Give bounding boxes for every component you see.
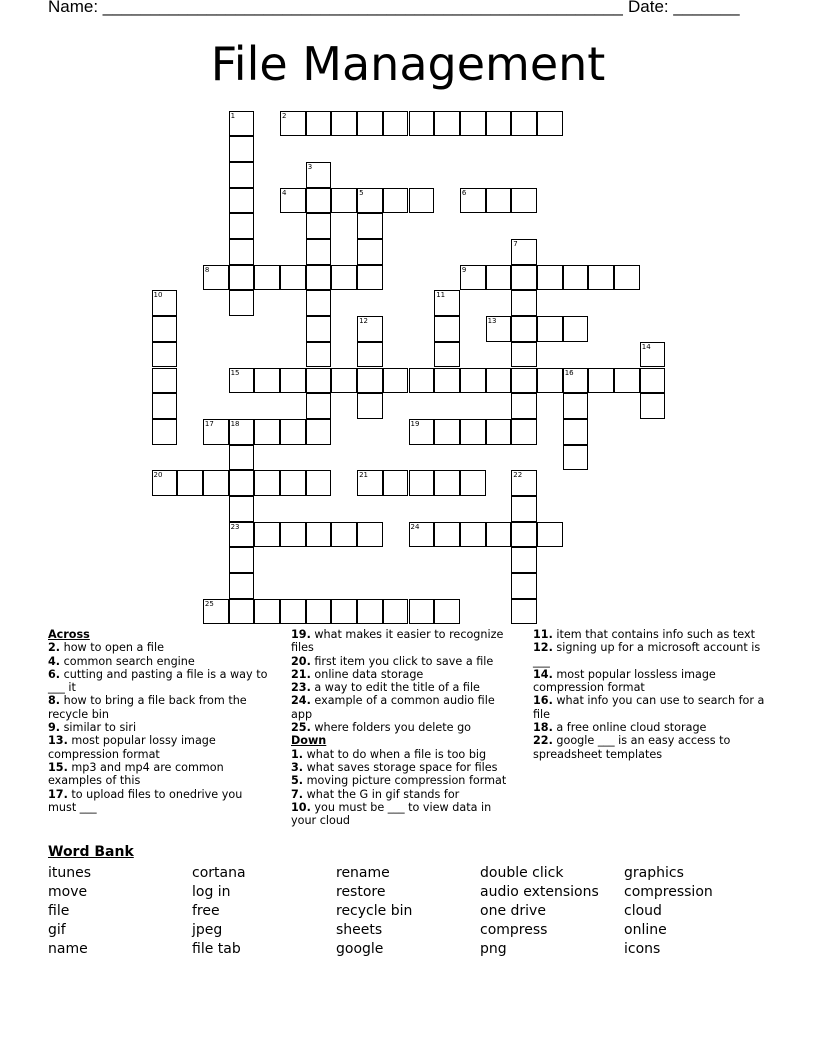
grid-cell[interactable] (383, 368, 409, 394)
clue-text: to upload files to onedrive you must ___ (48, 787, 243, 814)
grid-cell[interactable] (229, 599, 255, 625)
grid-cell[interactable] (229, 368, 255, 394)
grid-cell[interactable] (486, 419, 512, 445)
grid-cell[interactable] (280, 470, 306, 496)
clue-number: 23. (291, 681, 311, 695)
clue-text: what info you can use to search for a file (533, 694, 765, 721)
clue-text: similar to siri (60, 721, 137, 735)
grid-cell[interactable] (229, 573, 255, 599)
grid-cell[interactable] (229, 136, 255, 162)
clue (48, 641, 273, 654)
clue-number: 21 (359, 471, 369, 480)
grid-cell[interactable] (357, 470, 383, 496)
clue-number: 4 (282, 188, 287, 197)
clue-text: a free online cloud storage (552, 721, 707, 735)
grid-cell[interactable] (640, 393, 666, 419)
clue-number: 1. (291, 747, 304, 761)
clue-column-1 (48, 628, 273, 814)
grid-cell[interactable] (563, 265, 589, 291)
word-bank-word: log in (192, 884, 231, 900)
grid-cell[interactable] (383, 599, 409, 625)
down-heading: Down (291, 734, 327, 748)
grid-cell[interactable] (229, 547, 255, 573)
clue (291, 628, 516, 655)
grid-cell[interactable] (640, 368, 666, 394)
grid-cell[interactable] (357, 522, 383, 548)
grid-cell[interactable] (306, 162, 332, 188)
clue-number: 3. (291, 760, 304, 774)
grid-cell[interactable] (537, 265, 563, 291)
clue-number: 13. (48, 734, 68, 748)
grid-cell[interactable] (280, 111, 306, 137)
grid-cell[interactable] (563, 419, 589, 445)
clue-number: 18 (230, 419, 240, 428)
clue-number: 20 (153, 471, 163, 480)
grid-cell[interactable] (306, 290, 332, 316)
clue-text: signing up for a microsoft account is ___ (533, 641, 761, 668)
grid-cell[interactable] (203, 265, 229, 291)
grid-cell[interactable] (229, 188, 255, 214)
grid-cell[interactable] (409, 419, 435, 445)
grid-cell[interactable] (486, 368, 512, 394)
grid-cell[interactable] (537, 316, 563, 342)
down-clue-list-continued (533, 628, 765, 761)
grid-cell[interactable] (434, 342, 460, 368)
grid-cell[interactable] (511, 547, 537, 573)
grid-cell[interactable] (588, 368, 614, 394)
grid-cell[interactable] (229, 239, 255, 265)
grid-cell[interactable] (434, 419, 460, 445)
grid-cell[interactable] (511, 419, 537, 445)
clue (291, 748, 516, 761)
grid-cell[interactable] (229, 265, 255, 291)
grid-cell[interactable] (383, 111, 409, 137)
grid-cell[interactable] (486, 111, 512, 137)
grid-cell[interactable] (306, 393, 332, 419)
clue-number: 8 (204, 265, 210, 274)
word-bank-title: Word Bank (48, 844, 134, 860)
grid-cell[interactable] (152, 342, 178, 368)
clue-number: 22. (533, 734, 553, 748)
clue-text: common search engine (60, 654, 195, 668)
word-bank-word: compression (624, 884, 713, 900)
word-bank-word: name (48, 941, 88, 957)
word-bank-word: file tab (192, 941, 241, 957)
grid-cell[interactable] (511, 342, 537, 368)
grid-cell[interactable] (434, 599, 460, 625)
grid-cell[interactable] (537, 111, 563, 137)
grid-cell[interactable] (486, 316, 512, 342)
word-bank-column (336, 864, 412, 959)
grid-cell[interactable] (306, 368, 332, 394)
grid-cell[interactable] (357, 316, 383, 342)
clue-number: 8. (48, 694, 61, 708)
grid-cell[interactable] (357, 342, 383, 368)
grid-cell[interactable] (537, 522, 563, 548)
clue-number: 17. (48, 787, 68, 801)
clue-text: moving picture compression format (303, 774, 507, 788)
word-bank-word: double click (480, 865, 564, 881)
clue-number: 12. (533, 641, 553, 655)
clue-number: 14. (533, 667, 553, 681)
grid-cell[interactable] (203, 470, 229, 496)
grid-cell[interactable] (511, 239, 537, 265)
clue-text: most popular lossy image compression format (48, 734, 216, 761)
word-bank-word: sheets (336, 922, 383, 938)
grid-cell[interactable] (511, 316, 537, 342)
grid-cell[interactable] (537, 368, 563, 394)
clue (291, 655, 516, 668)
clue-number: 25. (291, 721, 311, 735)
grid-cell[interactable] (383, 470, 409, 496)
grid-cell[interactable] (460, 368, 486, 394)
grid-cell[interactable] (306, 470, 332, 496)
grid-cell[interactable] (152, 470, 178, 496)
grid-cell[interactable] (280, 522, 306, 548)
clue-text: where folders you delete go (310, 721, 472, 735)
word-bank-word: audio extensions (480, 884, 599, 900)
clue-column-3 (533, 628, 765, 761)
clue-number: 22 (513, 471, 523, 480)
grid-cell[interactable] (460, 188, 486, 214)
word-bank-word: online (624, 922, 667, 938)
grid-cell[interactable] (409, 368, 435, 394)
grid-cell[interactable] (511, 573, 537, 599)
clue-text: first item you click to save a file (310, 654, 494, 668)
word-bank-word: cortana (192, 865, 246, 881)
word-bank-word: icons (624, 941, 661, 957)
clue (533, 734, 765, 761)
across-clue-list (48, 641, 273, 814)
clue-text: how to open a file (60, 641, 164, 655)
clue-number: 11 (436, 291, 446, 300)
clue-text: item that contains info such as text (552, 628, 755, 641)
clue (291, 721, 516, 734)
word-bank-column (480, 864, 599, 959)
clue-number: 20. (291, 654, 311, 668)
clue (48, 734, 273, 761)
grid-cell[interactable] (152, 368, 178, 394)
grid-cell[interactable] (254, 522, 280, 548)
grid-cell[interactable] (229, 419, 255, 445)
grid-cell[interactable] (357, 111, 383, 137)
grid-cell[interactable] (229, 162, 255, 188)
grid-cell[interactable] (434, 522, 460, 548)
grid-cell[interactable] (511, 496, 537, 522)
grid-cell[interactable] (434, 368, 460, 394)
grid-cell[interactable] (306, 265, 332, 291)
grid-cell[interactable] (511, 290, 537, 316)
clue-number: 6. (48, 667, 61, 681)
grid-cell[interactable] (306, 316, 332, 342)
clue (48, 694, 273, 721)
grid-cell[interactable] (357, 599, 383, 625)
clue-text: most popular lossless image compression format (533, 667, 716, 695)
grid-cell[interactable] (434, 290, 460, 316)
word-bank-word: compress (480, 922, 548, 938)
grid-cell[interactable] (280, 188, 306, 214)
clue-text: google ___ is an easy access to spreadsheet templates (533, 734, 731, 761)
grid-cell[interactable] (280, 599, 306, 625)
clue-number: 25 (204, 599, 214, 608)
grid-cell[interactable] (357, 188, 383, 214)
word-bank-word: rename (336, 865, 390, 881)
grid-cell[interactable] (434, 470, 460, 496)
grid-cell[interactable] (409, 599, 435, 625)
grid-cell[interactable] (357, 213, 383, 239)
grid-cell[interactable] (280, 368, 306, 394)
date-field[interactable]: Date: _______ (628, 0, 740, 16)
grid-cell[interactable] (306, 188, 332, 214)
grid-cell[interactable] (486, 188, 512, 214)
grid-cell[interactable] (229, 213, 255, 239)
grid-cell[interactable] (486, 265, 512, 291)
clue-number: 24 (410, 522, 420, 531)
grid-cell[interactable] (306, 111, 332, 137)
down-clue-list (291, 748, 516, 828)
word-bank-word: cloud (624, 903, 662, 919)
clue-number: 9. (48, 721, 61, 735)
grid-cell[interactable] (331, 111, 357, 137)
clue (291, 788, 516, 801)
clue-text: what the G in gif stands for (303, 787, 460, 801)
grid-cell[interactable] (409, 188, 435, 214)
clue-text: what saves storage space for files (303, 760, 498, 774)
grid-cell[interactable] (280, 419, 306, 445)
clue-number: 14 (641, 342, 651, 351)
grid-cell[interactable] (409, 522, 435, 548)
grid-cell[interactable] (511, 522, 537, 548)
clue-number: 10. (291, 800, 311, 814)
word-bank-word: jpeg (192, 922, 223, 938)
clue-number: 3 (307, 162, 313, 171)
clue-number: 10 (153, 291, 163, 300)
grid-cell[interactable] (306, 522, 332, 548)
grid-cell[interactable] (460, 470, 486, 496)
grid-cell[interactable] (614, 368, 640, 394)
clue-number: 2. (48, 641, 61, 655)
grid-cell[interactable] (203, 419, 229, 445)
clue-number: 1 (230, 111, 236, 120)
clue (291, 774, 516, 787)
word-bank-word: png (480, 941, 507, 957)
grid-cell[interactable] (511, 393, 537, 419)
grid-cell[interactable] (229, 290, 255, 316)
clue-number: 17 (204, 419, 214, 428)
clue-text: online data storage (310, 667, 424, 681)
word-bank-column (624, 864, 713, 959)
word-bank-word: google (336, 941, 384, 957)
clue (533, 694, 765, 721)
clue-number: 16 (564, 368, 574, 377)
grid-cell[interactable] (460, 111, 486, 137)
clue (291, 681, 516, 694)
grid-cell[interactable] (152, 316, 178, 342)
grid-cell[interactable] (563, 316, 589, 342)
clue-number: 7. (291, 787, 304, 801)
grid-cell[interactable] (460, 419, 486, 445)
grid-cell[interactable] (511, 265, 537, 291)
clue-number: 21. (291, 667, 311, 681)
clue-number: 19. (291, 628, 311, 641)
clue-number: 2 (282, 111, 287, 120)
clue-number: 16. (533, 694, 553, 708)
page-title: File Management (210, 37, 606, 91)
word-bank-word: itunes (48, 865, 92, 881)
name-field[interactable]: Name: _______________________________________________________ (48, 0, 623, 16)
grid-cell[interactable] (229, 445, 255, 471)
grid-cell[interactable] (511, 470, 537, 496)
word-bank-column (48, 864, 91, 959)
grid-cell[interactable] (563, 393, 589, 419)
grid-cell[interactable] (152, 290, 178, 316)
grid-cell[interactable] (357, 265, 383, 291)
grid-cell[interactable] (511, 111, 537, 137)
grid-cell[interactable] (357, 368, 383, 394)
grid-cell[interactable] (614, 265, 640, 291)
clue (48, 761, 273, 788)
word-bank-word: one drive (480, 903, 546, 919)
grid-cell[interactable] (254, 265, 280, 291)
clue-number: 24. (291, 694, 311, 708)
grid-cell[interactable] (563, 368, 589, 394)
clue (48, 668, 273, 695)
grid-cell[interactable] (254, 419, 280, 445)
clue (533, 668, 765, 695)
grid-cell[interactable] (306, 213, 332, 239)
grid-cell[interactable] (511, 599, 537, 625)
clue-column-2 (291, 628, 516, 827)
clue-number: 5 (359, 188, 364, 197)
clue (48, 655, 273, 668)
word-bank-word: file (48, 903, 70, 919)
clue-number: 18. (533, 721, 553, 735)
word-bank-column (192, 864, 246, 959)
clue-number: 19 (410, 419, 420, 428)
grid-cell[interactable] (203, 599, 229, 625)
clue (533, 641, 765, 668)
grid-cell[interactable] (254, 470, 280, 496)
grid-cell[interactable] (460, 265, 486, 291)
grid-cell[interactable] (331, 522, 357, 548)
clue (291, 668, 516, 681)
grid-cell[interactable] (152, 393, 178, 419)
grid-cell[interactable] (434, 111, 460, 137)
clue (533, 721, 765, 734)
clue (291, 801, 516, 828)
grid-cell[interactable] (306, 342, 332, 368)
grid-cell[interactable] (511, 368, 537, 394)
grid-cell[interactable] (229, 470, 255, 496)
grid-cell[interactable] (357, 393, 383, 419)
clue-number: 9 (461, 265, 467, 274)
grid-cell[interactable] (254, 599, 280, 625)
clue-number: 15 (230, 368, 240, 377)
grid-cell[interactable] (331, 188, 357, 214)
grid-cell[interactable] (434, 316, 460, 342)
word-bank-word: recycle bin (336, 903, 413, 919)
grid-cell[interactable] (409, 470, 435, 496)
clue-text: you must be ___ to view data in your cloud (291, 800, 492, 828)
grid-cell[interactable] (357, 239, 383, 265)
grid-cell[interactable] (229, 111, 255, 137)
grid-cell[interactable] (588, 265, 614, 291)
clue-number: 7 (513, 240, 518, 248)
clue (291, 694, 516, 721)
grid-cell[interactable] (229, 522, 255, 548)
grid-cell[interactable] (280, 265, 306, 291)
grid-cell[interactable] (152, 419, 178, 445)
grid-cell[interactable] (563, 445, 589, 471)
clue-number: 13 (487, 317, 497, 326)
word-bank-word: gif (48, 922, 66, 938)
grid-cell[interactable] (306, 419, 332, 445)
clue-text: example of a common audio file app (291, 694, 495, 721)
clue-number: 5. (291, 774, 304, 788)
across-heading: Across (48, 628, 90, 641)
clue (48, 721, 273, 734)
grid-cell[interactable] (306, 239, 332, 265)
clue-text: what to do when a file is too big (303, 747, 487, 761)
across-clue-list-continued (291, 628, 516, 734)
grid-cell[interactable] (409, 111, 435, 137)
clue-number: 15. (48, 760, 68, 774)
clue-text: mp3 and mp4 are common examples of this (48, 760, 224, 788)
clue (48, 788, 273, 815)
grid-cell[interactable] (177, 470, 203, 496)
grid-cell[interactable] (460, 522, 486, 548)
grid-cell[interactable] (331, 368, 357, 394)
clue-number: 23 (230, 522, 240, 531)
grid-cell[interactable] (306, 599, 332, 625)
clue-text: what makes it easier to recognize files (291, 628, 504, 655)
clue-number: 11. (533, 628, 553, 641)
clue (291, 761, 516, 774)
word-bank-word: graphics (624, 865, 684, 881)
clue-number: 6 (461, 188, 467, 197)
grid-cell[interactable] (229, 496, 255, 522)
clue (533, 628, 765, 641)
clue-text: how to bring a file back from the recycle bin (48, 694, 247, 721)
clue-text: a way to edit the title of a file (310, 681, 480, 695)
grid-cell[interactable] (331, 599, 357, 625)
grid-cell[interactable] (254, 368, 280, 394)
grid-cell[interactable] (331, 265, 357, 291)
grid-cell[interactable] (486, 522, 512, 548)
word-bank-word: restore (336, 884, 386, 900)
grid-cell[interactable] (383, 188, 409, 214)
clue-number: 4. (48, 654, 61, 668)
word-bank-word: free (192, 903, 220, 919)
word-bank-word: move (48, 884, 88, 900)
clue-number: 12 (359, 317, 369, 326)
grid-cell[interactable] (640, 342, 666, 368)
grid-cell[interactable] (511, 188, 537, 214)
clue-text: cutting and pasting a file is a way to ___ it (48, 667, 268, 695)
